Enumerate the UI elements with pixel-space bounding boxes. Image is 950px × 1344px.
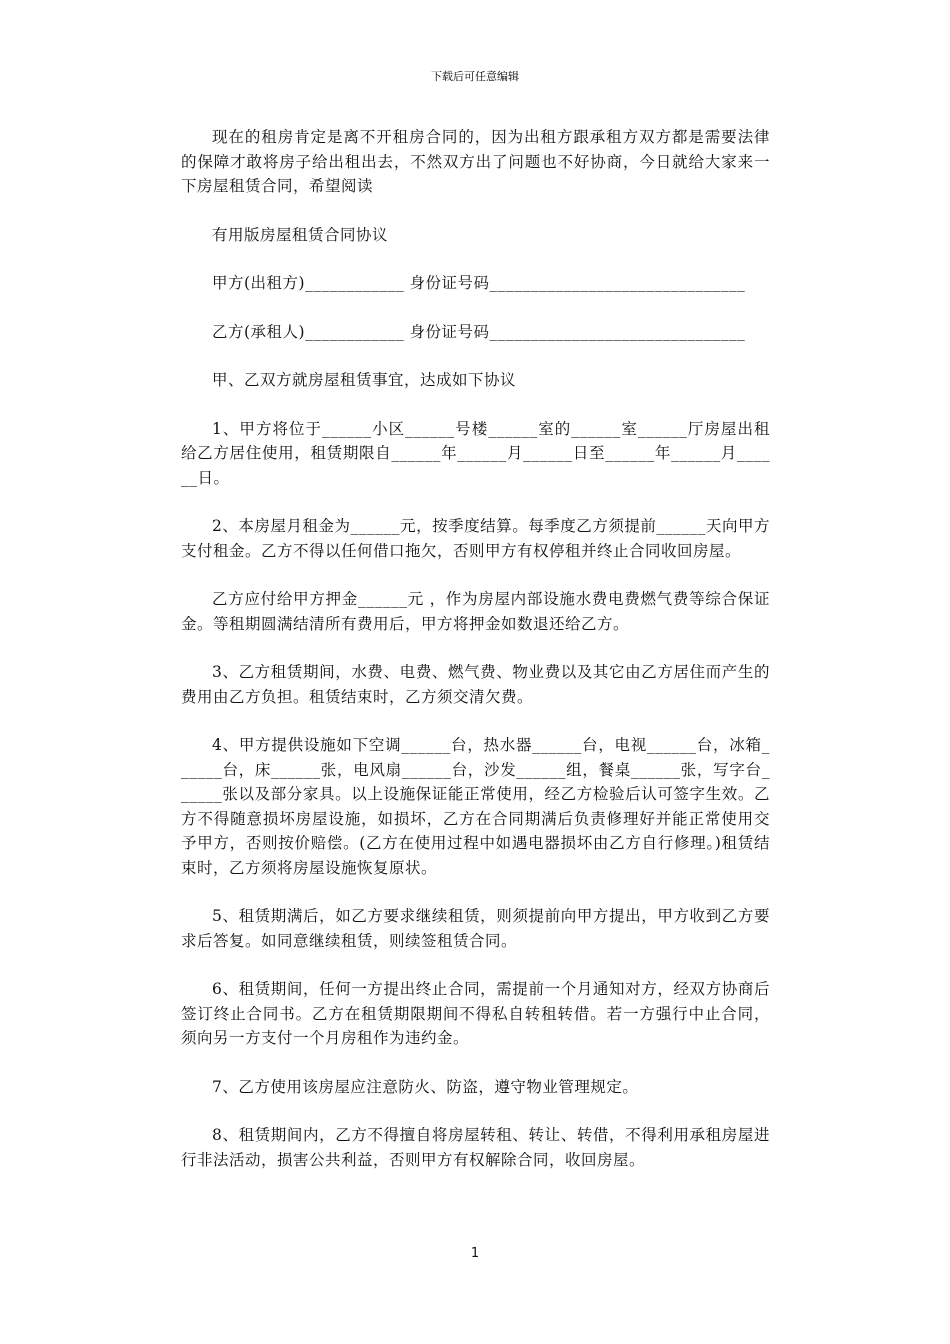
clause-1: 1、甲方将位于______小区______号楼______室的______室______厅房屋出租给乙方居住使用，租赁期限自______年______月______日至______年______月______日。 <box>181 419 770 487</box>
intro-paragraph: 现在的租房肯定是离不开租房合同的，因为出租方跟承租方双方都是需要法律的保障才敢将房子给出租出去，不然双方出了问题也不好协商，今日就给大家来一下房屋租赁合同，希望阅读 <box>181 128 770 195</box>
contract-title: 有用版房屋租赁合同协议 <box>212 225 389 244</box>
clause-2: 2、本房屋月租金为______元，按季度结算。每季度乙方须提前______天向甲方支付租金。乙方不得以任何借口拖欠，否则甲方有权停租并终止合同收回房屋。 <box>181 517 770 560</box>
party-a-line: 甲方(出租方)____________ 身份证号码_______________________________ <box>212 274 746 292</box>
clause-6: 6、租赁期间，任何一方提出终止合同，需提前一个月通知对方，经双方协商后签订终止合同书。乙方在租赁期限期间不得私自转租转借。若一方强行中止合同，须向另一方支付一个月房租作为违约金。 <box>181 980 770 1047</box>
page-number: 1 <box>470 1246 480 1261</box>
document-body <box>181 125 770 1196</box>
agreement-intro: 甲、乙双方就房屋租赁事宜，达成如下协议 <box>212 371 517 389</box>
deposit-clause: 乙方应付给甲方押金______元 ，作为房屋内部设施水费电费燃气费等综合保证金。等租期圆满结清所有费用后，甲方将押金如数退还给乙方。 <box>181 590 770 633</box>
clause-5: 5、租赁期满后，如乙方要求继续租赁，则须提前向甲方提出，甲方收到乙方要求后答复。如同意继续租赁，则续签租赁合同。 <box>181 907 770 950</box>
clause-3: 3、乙方租赁期间，水费、电费、燃气费、物业费以及其它由乙方居住而产生的费用由乙方负担。租赁结束时，乙方须交清欠费。 <box>181 663 770 706</box>
clause-4: 4、甲方提供设施如下空调______台，热水器______台，电视______台，冰箱______台，床______张，电风扇______台，沙发______组，餐桌______张，写字台______张以及部分家具。以上设施保证能正常使用，经乙方检验后认可签字生效。乙方不得随意损坏房屋设施，如损坏，乙方在合同期满后负责修理好并能正常使用交予甲方，否则按价赔偿。(乙方在使用过程中如遇电器损坏由乙方自行修理。)租赁结束时，乙方须将房屋设施恢复原状。 <box>181 736 770 877</box>
page-header: 下载后可任意编辑 <box>431 70 519 83</box>
clause-7: 7、乙方使用该房屋应注意防火、防盗，遵守物业管理规定。 <box>212 1077 639 1096</box>
clause-8: 8、租赁期间内，乙方不得擅自将房屋转租、转让、转借，不得利用承租房屋进行非法活动，损害公共利益，否则甲方有权解除合同，收回房屋。 <box>181 1126 770 1169</box>
party-b-line: 乙方(承租人)____________ 身份证号码_______________________________ <box>212 322 746 341</box>
